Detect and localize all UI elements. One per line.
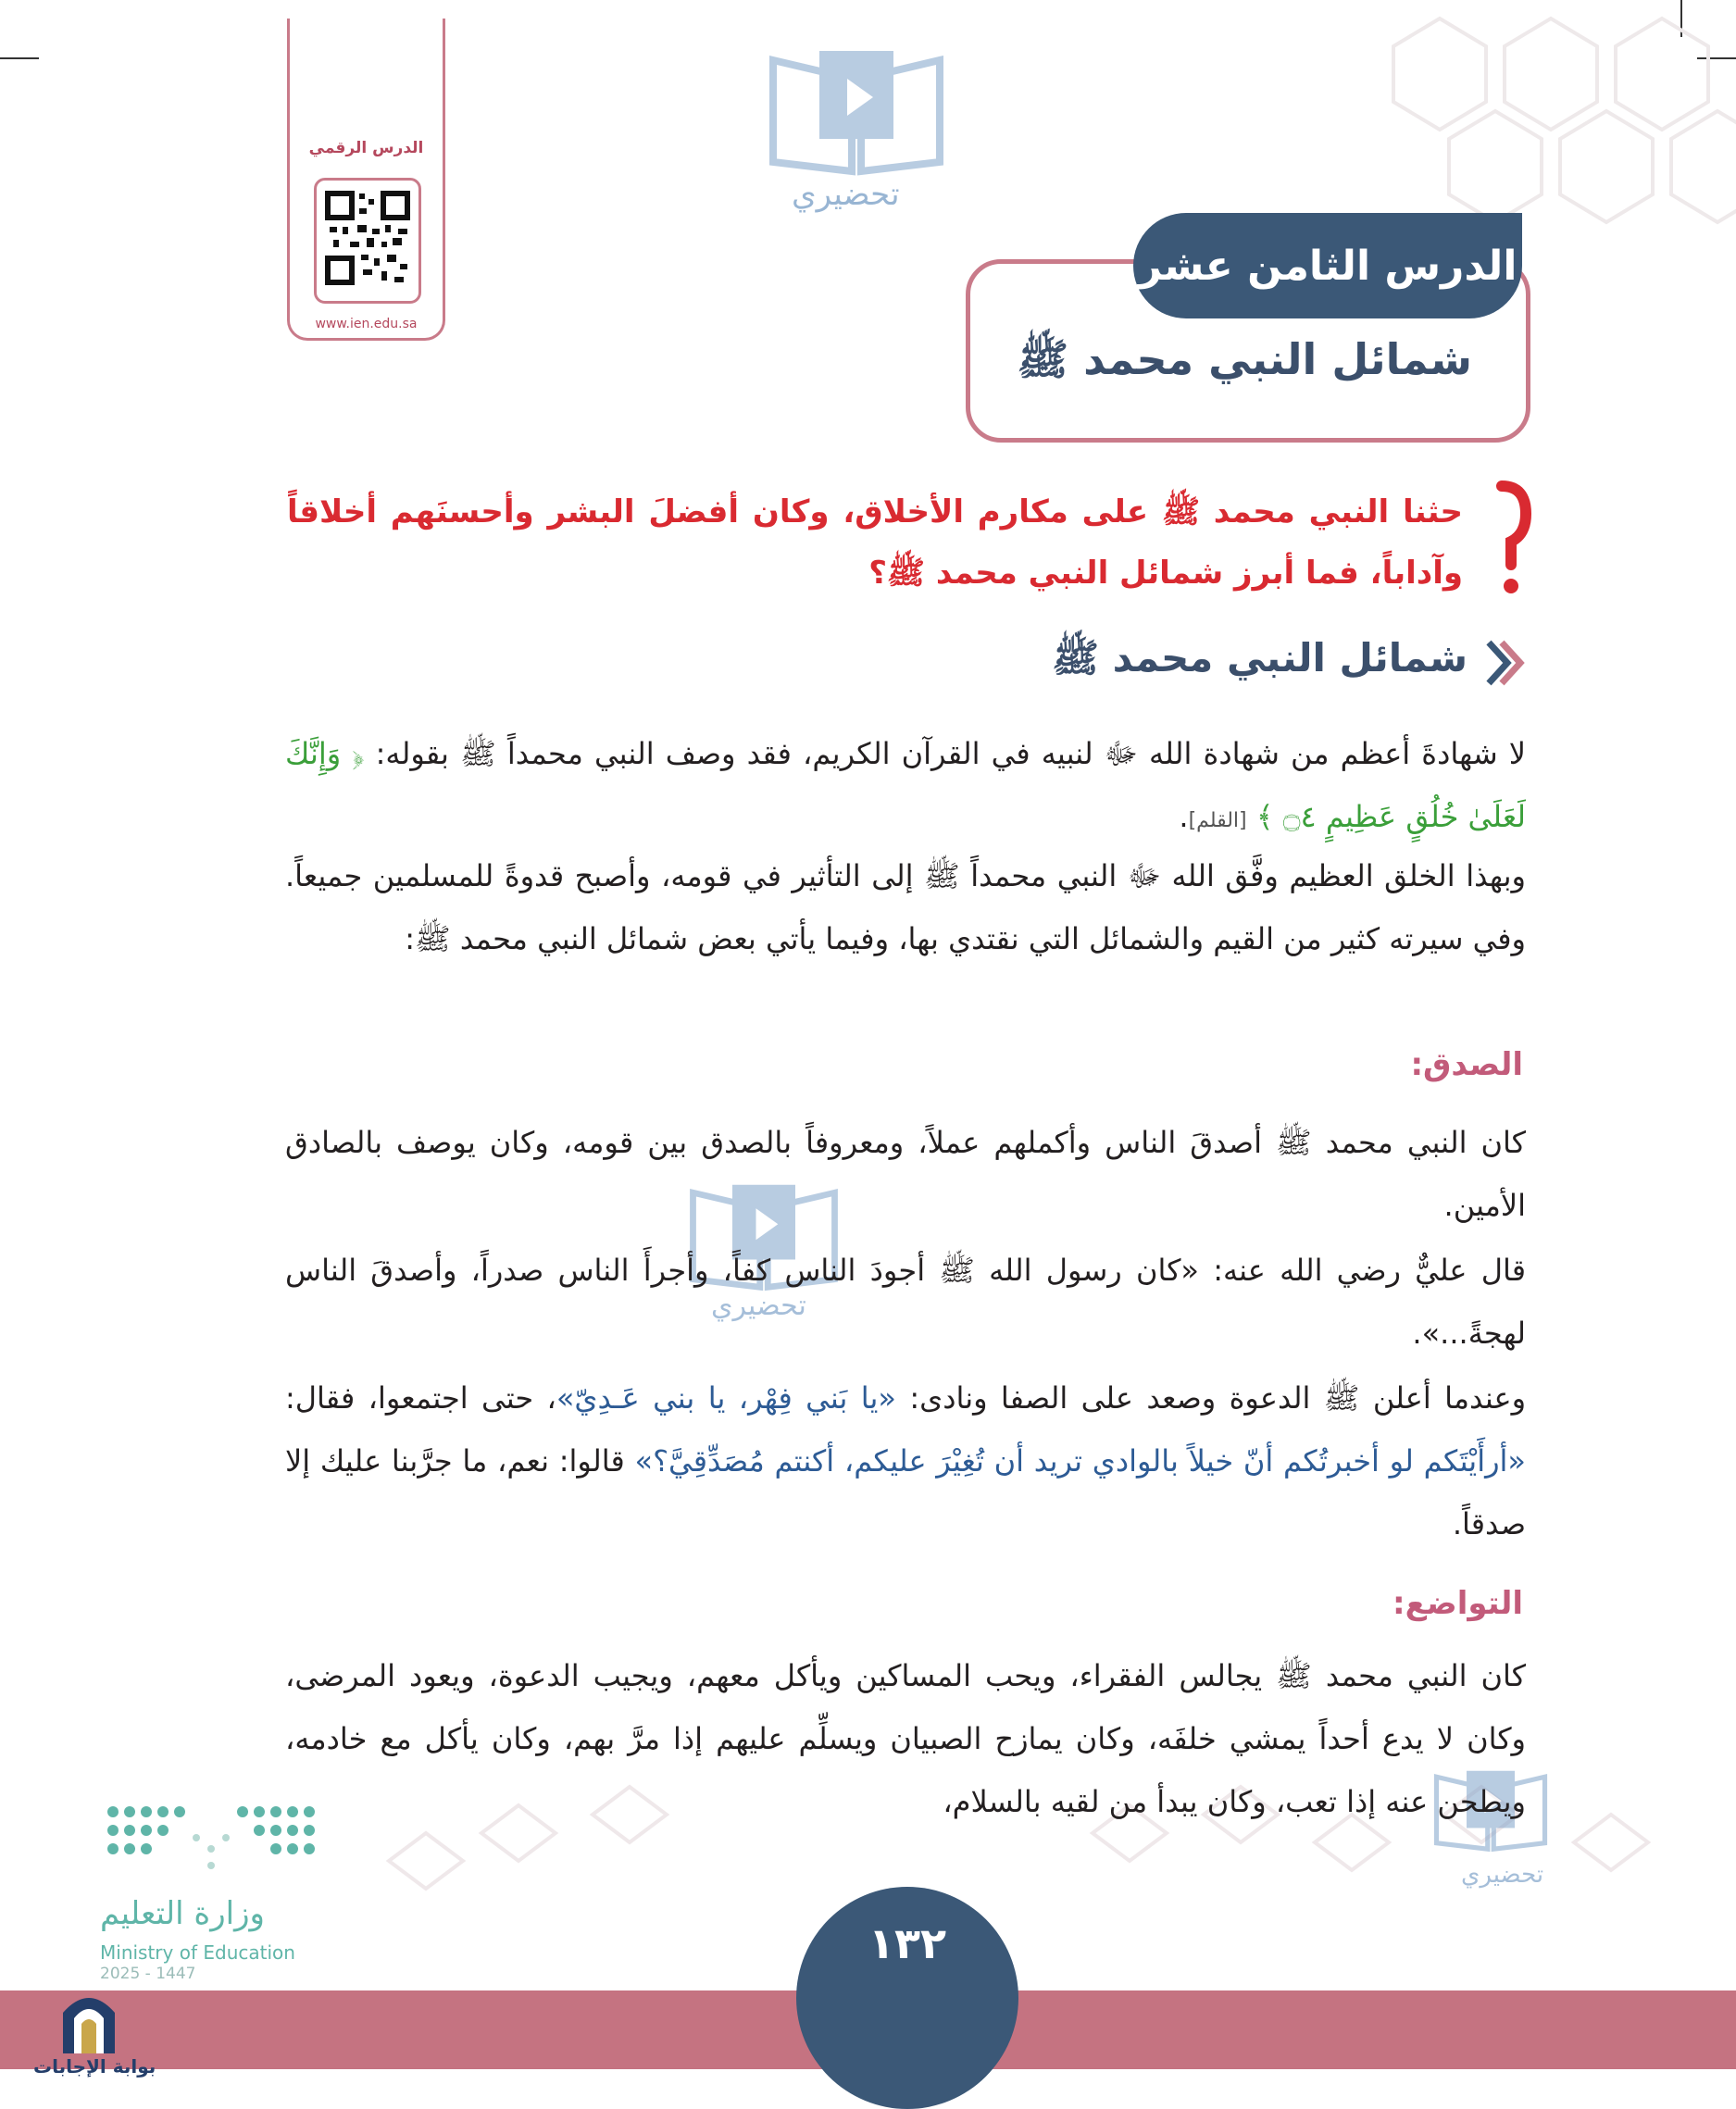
paragraph-truthfulness-3: وعندما أعلن ﷺ الدعوة وصعد على الصفا ونادى: «يا بَني فِهْر، يا بني عَـدِيّ»، حتى اجتمعوا، فقال: «أرأَيْتَكم لو أخبرتُكم أنّ خيلاً بالوادي تريد أن تُغِيْرَ عليكم، أكنتم مُصَدِّقِيَّ؟» قالوا: نعم، ما جرَّبنا عليك إلا صدقاً.: [285, 1380, 1527, 1541]
paragraph-influence: وبهذا الخلق العظيم وفَّق الله ﷻ النبي محمداً ﷺ إلى التأثير في قومه، وأصبح قدوةً للمسلمين جميعاً. وفي سيرته كثير من القيم والشمائل التي نقتدي بها، وفيما يأتي بعض شمائل النبي محمد ﷺ:: [285, 858, 1526, 956]
watermark-logo-icon: [764, 42, 949, 181]
watermark-text: تحضيري: [711, 1290, 806, 1322]
question-mark-icon: [1494, 477, 1531, 597]
watermark-text: تحضيري: [792, 176, 900, 213]
qr-code-icon: [317, 181, 418, 295]
ministry-name-english: Ministry of Education: [100, 1941, 295, 1964]
portal-label[interactable]: بوابة الإجابات: [33, 2055, 156, 2078]
portal-logo-icon[interactable]: [57, 1981, 120, 2055]
paragraph-humility: كان النبي محمد ﷺ يجالس الفقراء، ويحب المساكين ويأكل معهم، ويجيب الدعوة، ويعود المرضى، وكان لا يدع أحداً يمشي خلفَه، وكان يمازح الصبيان ويسلِّم عليهم إذا مرَّ بهم، وكان يأكل مع خادمه، ويطحن عنه إذا تعب، وكان يبدأ من لقيه بالسلام،: [285, 1658, 1526, 1819]
lesson-number: الدرس الثامن عشر: [1133, 213, 1522, 318]
section-heading: شمائل النبي محمد ﷺ: [1052, 635, 1467, 680]
subheading-truthfulness: الصدق:: [1410, 1046, 1523, 1083]
digital-lesson-label: الدرس الرقمي: [308, 139, 424, 157]
qr-code[interactable]: [314, 178, 421, 304]
paragraph-intro: لا شهادةَ أعظم من شهادة الله ﷻ لنبيه في القرآن الكريم، فقد وصف النبي محمداً ﷺ بقوله: ﴿ وَإِنَّكَ لَعَلَىٰ خُلُقٍ عَظِيمٍ ۝٤ ﴾ [القلم].: [285, 736, 1527, 834]
hadith-speech: «أرأَيْتَكم لو أخبرتُكم أنّ خيلاً بالوادي تريد أن تُغِيْرَ عليكم، أكنتم مُصَدِّقِيَّ؟»: [634, 1443, 1527, 1479]
paragraph-truthfulness-2: قال عليٌّ رضي الله عنه: «كان رسول الله ﷺ أجودَ الناس كفاً، وأجرأَ الناس صدراً، وأصدقَ الناس لهجةً...».: [285, 1253, 1526, 1351]
subheading-humility: التواضع:: [1393, 1585, 1523, 1622]
page-number: ١٣٢: [868, 1918, 947, 1968]
crop-mark: [0, 57, 39, 59]
intro-question: حثنا النبي محمد ﷺ على مكارم الأخلاق، وكان أفضلَ البشر وأحسنَهم أخلاقاً وآداباً، فما أبرز شمائل النبي محمد ﷺ؟: [287, 493, 1463, 592]
digital-lesson-card[interactable]: [287, 19, 445, 341]
quran-verse: ﴿ وَإِنَّكَ لَعَلَىٰ خُلُقٍ عَظِيمٍ ۝٤ ﴾: [285, 736, 1526, 834]
paragraph-truthfulness-1: كان النبي محمد ﷺ أصدقَ الناس وأكملهم عملاً، ومعروفاً بالصدق بين قومه، وكان يوصف بالصادق الأمين.: [285, 1125, 1526, 1223]
digital-lesson-url[interactable]: www.ien.edu.sa: [315, 317, 418, 331]
ministry-logo-icon: [104, 1801, 317, 1879]
watermark-text: تحضيري: [1461, 1861, 1544, 1889]
ministry-name-arabic: وزارة التعليم: [100, 1895, 265, 1932]
lesson-title: شمائل النبي محمد ﷺ: [1017, 334, 1472, 384]
verse-reference: [القلم]: [1188, 809, 1247, 832]
hadith-call: «يا بَني فِهْر، يا بني عَـدِيّ»: [556, 1380, 896, 1416]
ministry-year: 2025 - 1447: [100, 1965, 196, 1983]
